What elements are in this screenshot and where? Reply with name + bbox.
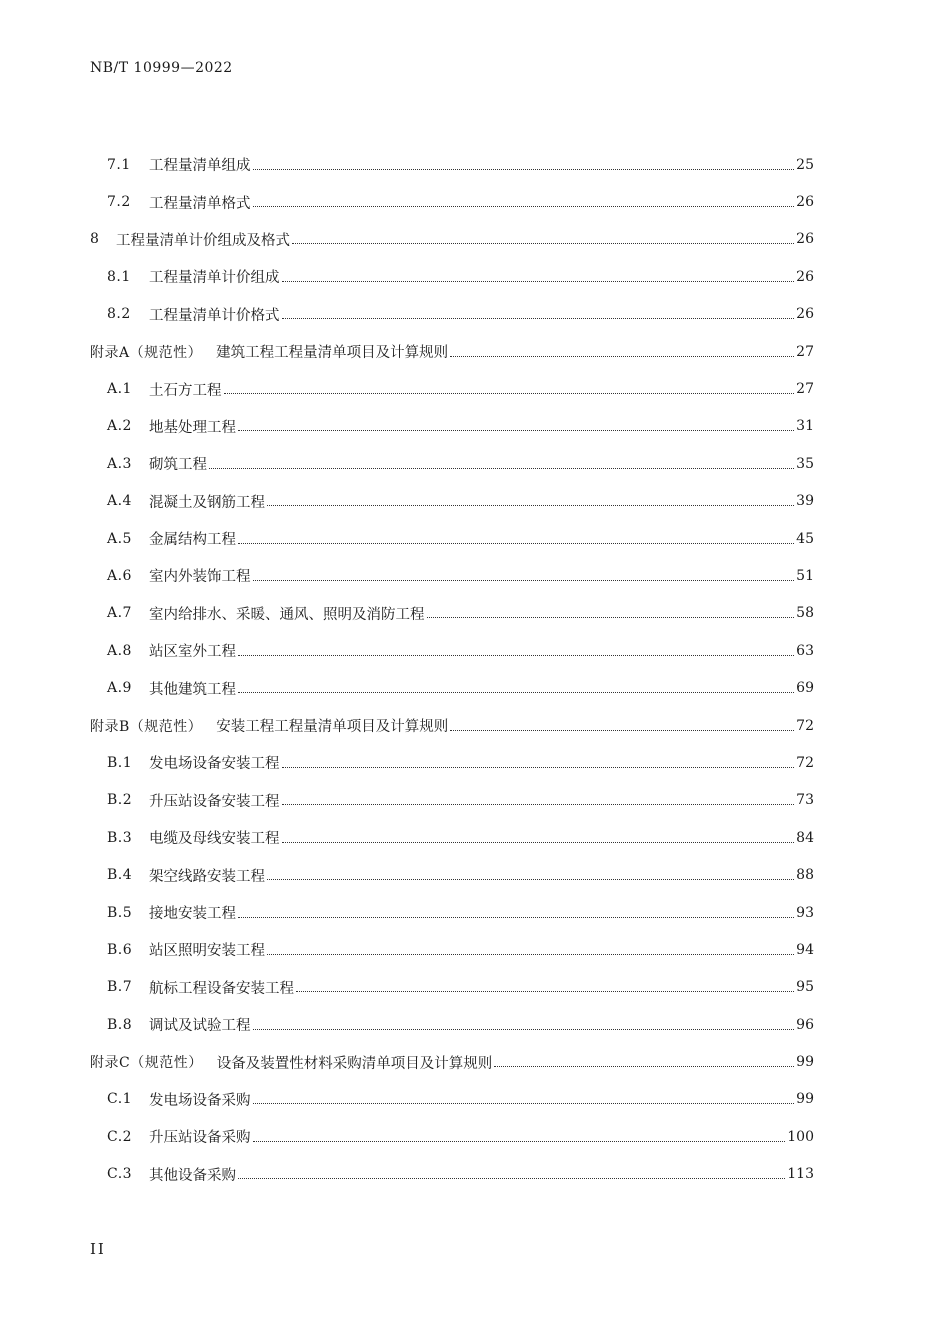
toc-page-number: 72 bbox=[796, 717, 814, 734]
toc-entry-number: 8 bbox=[90, 231, 100, 248]
toc-dot-leader bbox=[238, 691, 794, 693]
toc-dot-leader bbox=[450, 729, 794, 731]
standard-code-header: NB/T 10999—2022 bbox=[90, 60, 233, 76]
toc-page-number: 35 bbox=[796, 455, 814, 472]
toc-entry-number: B.7 bbox=[107, 979, 133, 996]
toc-appendix-entry[interactable] bbox=[90, 333, 814, 370]
toc-entry-number: B.6 bbox=[107, 941, 133, 958]
toc-page-number: 93 bbox=[796, 904, 814, 921]
toc-entry-title: 接地安装工程 bbox=[149, 906, 236, 922]
toc-entry-title: 金属结构工程 bbox=[149, 532, 236, 549]
toc-section-entry[interactable] bbox=[90, 483, 814, 520]
toc-dot-leader bbox=[267, 953, 794, 955]
toc-entry-number: 附录A（规范性） bbox=[90, 344, 203, 361]
toc-entry-number: B.4 bbox=[107, 867, 133, 884]
toc-section-entry[interactable] bbox=[90, 782, 814, 819]
table-of-contents bbox=[90, 146, 814, 1193]
toc-entry-title: 架空线路安装工程 bbox=[149, 868, 265, 885]
toc-dot-leader bbox=[282, 766, 795, 768]
toc-section-entry[interactable] bbox=[90, 632, 814, 669]
toc-entry-title: 地基处理工程 bbox=[149, 419, 236, 436]
toc-dot-leader bbox=[238, 916, 794, 918]
toc-section-entry[interactable] bbox=[90, 296, 814, 333]
toc-dot-leader bbox=[494, 1065, 794, 1067]
toc-section-entry[interactable] bbox=[90, 856, 814, 893]
toc-dot-leader bbox=[267, 878, 794, 880]
toc-section-entry[interactable] bbox=[90, 819, 814, 856]
toc-section-entry[interactable] bbox=[90, 1081, 814, 1118]
toc-page-number: 25 bbox=[796, 156, 814, 173]
toc-section-entry[interactable] bbox=[90, 894, 814, 931]
toc-entry-number: A.8 bbox=[107, 642, 132, 659]
toc-page-number: 88 bbox=[796, 867, 814, 884]
toc-entry-number: C.2 bbox=[107, 1128, 133, 1145]
toc-dot-leader bbox=[282, 317, 795, 319]
toc-page-number: 26 bbox=[796, 231, 814, 248]
toc-entry-number: C.3 bbox=[107, 1166, 133, 1183]
toc-entry-title: 电缆及母线安装工程 bbox=[149, 831, 280, 848]
toc-entry-title: 升压站设备采购 bbox=[149, 1130, 251, 1147]
toc-section-entry[interactable] bbox=[90, 595, 814, 632]
toc-section-entry[interactable] bbox=[90, 557, 814, 594]
toc-entry-title: 站区室外工程 bbox=[149, 644, 236, 661]
toc-entry-number: 附录C（规范性） bbox=[90, 1055, 203, 1072]
toc-entry-title: 工程量清单格式 bbox=[149, 195, 251, 212]
toc-entry-title: 发电场设备采购 bbox=[149, 1092, 251, 1109]
toc-entry-number: A.6 bbox=[107, 567, 132, 584]
toc-entry-title: 航标工程设备安装工程 bbox=[149, 980, 294, 997]
toc-section-entry[interactable] bbox=[90, 520, 814, 557]
toc-entry-number: A.4 bbox=[107, 493, 132, 510]
toc-entry-number: 7.2 bbox=[107, 194, 131, 211]
toc-page-number: 100 bbox=[787, 1128, 814, 1145]
toc-dot-leader bbox=[238, 654, 794, 656]
toc-entry-title: 调试及试验工程 bbox=[149, 1018, 251, 1035]
toc-entry-title: 安装工程工程量清单项目及计算规则 bbox=[216, 719, 449, 736]
toc-entry-title: 其他设备采购 bbox=[149, 1167, 236, 1184]
toc-dot-leader bbox=[253, 168, 795, 170]
toc-appendix-entry[interactable] bbox=[90, 1043, 814, 1080]
toc-dot-leader bbox=[282, 803, 795, 805]
toc-section-entry[interactable] bbox=[90, 744, 814, 781]
toc-entry-number: A.2 bbox=[107, 418, 132, 435]
toc-entry-title: 室内外装饰工程 bbox=[149, 569, 251, 586]
toc-section-entry[interactable] bbox=[90, 445, 814, 482]
toc-dot-leader bbox=[267, 504, 794, 506]
toc-section-entry[interactable] bbox=[90, 1006, 814, 1043]
toc-page-number: 26 bbox=[796, 194, 814, 211]
toc-entry-title: 工程量清单计价组成 bbox=[149, 270, 280, 287]
toc-entry-title: 其他建筑工程 bbox=[149, 681, 236, 698]
toc-entry-number: C.1 bbox=[107, 1091, 133, 1108]
toc-page-number: 26 bbox=[796, 306, 814, 323]
toc-section-entry[interactable] bbox=[90, 408, 814, 445]
toc-dot-leader bbox=[292, 242, 794, 244]
toc-entry-number: A.7 bbox=[107, 605, 132, 622]
toc-entry-number: A.5 bbox=[107, 530, 132, 547]
toc-page-number: 84 bbox=[796, 829, 814, 846]
toc-entry-number: B.5 bbox=[107, 904, 133, 921]
toc-page-number: 39 bbox=[796, 493, 814, 510]
toc-entry-number: A.3 bbox=[107, 455, 132, 472]
toc-page-number: 99 bbox=[796, 1054, 814, 1071]
toc-page-number: 95 bbox=[796, 979, 814, 996]
toc-page-number: 26 bbox=[796, 268, 814, 285]
toc-entry-number: B.8 bbox=[107, 1016, 133, 1033]
toc-dot-leader bbox=[253, 1102, 795, 1104]
toc-page-number: 94 bbox=[796, 941, 814, 958]
toc-dot-leader bbox=[282, 841, 795, 843]
toc-entry-number: B.2 bbox=[107, 792, 133, 809]
toc-page-number: 45 bbox=[796, 530, 814, 547]
toc-page-number: 113 bbox=[787, 1166, 814, 1183]
toc-entry-number: A.9 bbox=[107, 680, 132, 697]
toc-entry-title: 发电场设备安装工程 bbox=[149, 756, 280, 773]
toc-section-entry[interactable] bbox=[90, 969, 814, 1006]
toc-dot-leader bbox=[282, 280, 795, 282]
toc-entry-number: 8.1 bbox=[107, 268, 131, 285]
toc-section-entry[interactable] bbox=[90, 146, 814, 183]
toc-section-entry[interactable] bbox=[90, 370, 814, 407]
toc-section-entry[interactable] bbox=[90, 669, 814, 706]
toc-entry-number: 附录B（规范性） bbox=[90, 718, 203, 735]
toc-entry-title: 工程量清单计价格式 bbox=[149, 307, 280, 324]
toc-page-number: 96 bbox=[796, 1016, 814, 1033]
toc-entry-number: A.1 bbox=[107, 381, 132, 398]
toc-dot-leader bbox=[253, 205, 795, 207]
toc-section-entry[interactable] bbox=[90, 258, 814, 295]
toc-appendix-entry[interactable] bbox=[90, 707, 814, 744]
toc-entry-title: 工程量清单组成 bbox=[149, 158, 251, 175]
toc-entry-number: 7.1 bbox=[107, 156, 131, 173]
toc-entry-title: 砌筑工程 bbox=[149, 457, 207, 474]
toc-page-number: 31 bbox=[796, 418, 814, 435]
toc-dot-leader bbox=[224, 392, 795, 394]
toc-page-number: 72 bbox=[796, 754, 814, 771]
toc-page-number: 27 bbox=[796, 381, 814, 398]
toc-entry-title: 工程量清单计价组成及格式 bbox=[116, 232, 290, 249]
toc-dot-leader bbox=[296, 990, 794, 992]
toc-section-entry[interactable] bbox=[90, 1156, 814, 1193]
toc-entry-number: B.3 bbox=[107, 829, 133, 846]
toc-page-number: 51 bbox=[796, 567, 814, 584]
toc-page-number: 63 bbox=[796, 642, 814, 659]
toc-dot-leader bbox=[450, 355, 794, 357]
toc-page-number: 99 bbox=[796, 1091, 814, 1108]
toc-entry-title: 升压站设备安装工程 bbox=[149, 793, 280, 810]
toc-dot-leader bbox=[209, 467, 794, 469]
toc-dot-leader bbox=[253, 579, 795, 581]
toc-chapter-entry[interactable] bbox=[90, 221, 814, 258]
toc-entry-title: 土石方工程 bbox=[149, 382, 222, 399]
toc-page-number: 73 bbox=[796, 792, 814, 809]
toc-entry-title: 站区照明安装工程 bbox=[149, 943, 265, 960]
page-number-footer: II bbox=[90, 1240, 106, 1258]
toc-dot-leader bbox=[238, 1177, 785, 1179]
toc-entry-number: B.1 bbox=[107, 754, 133, 771]
toc-dot-leader bbox=[238, 429, 794, 431]
toc-entry-title: 室内给排水、采暖、通风、照明及消防工程 bbox=[149, 606, 425, 623]
toc-section-entry[interactable] bbox=[90, 1118, 814, 1155]
toc-entry-title: 混凝土及钢筋工程 bbox=[149, 494, 265, 511]
toc-entry-title: 设备及装置性材料采购清单项目及计算规则 bbox=[216, 1055, 493, 1072]
toc-dot-leader bbox=[238, 542, 794, 544]
toc-entry-number: 8.2 bbox=[107, 306, 131, 323]
toc-dot-leader bbox=[253, 1140, 786, 1142]
toc-section-entry[interactable] bbox=[90, 931, 814, 968]
toc-dot-leader bbox=[253, 1028, 795, 1030]
toc-page-number: 58 bbox=[796, 605, 814, 622]
toc-section-entry[interactable] bbox=[90, 183, 814, 220]
toc-page-number: 69 bbox=[796, 680, 814, 697]
toc-entry-title: 建筑工程工程量清单项目及计算规则 bbox=[216, 345, 449, 362]
toc-page-number: 27 bbox=[796, 343, 814, 360]
toc-dot-leader bbox=[427, 616, 795, 618]
